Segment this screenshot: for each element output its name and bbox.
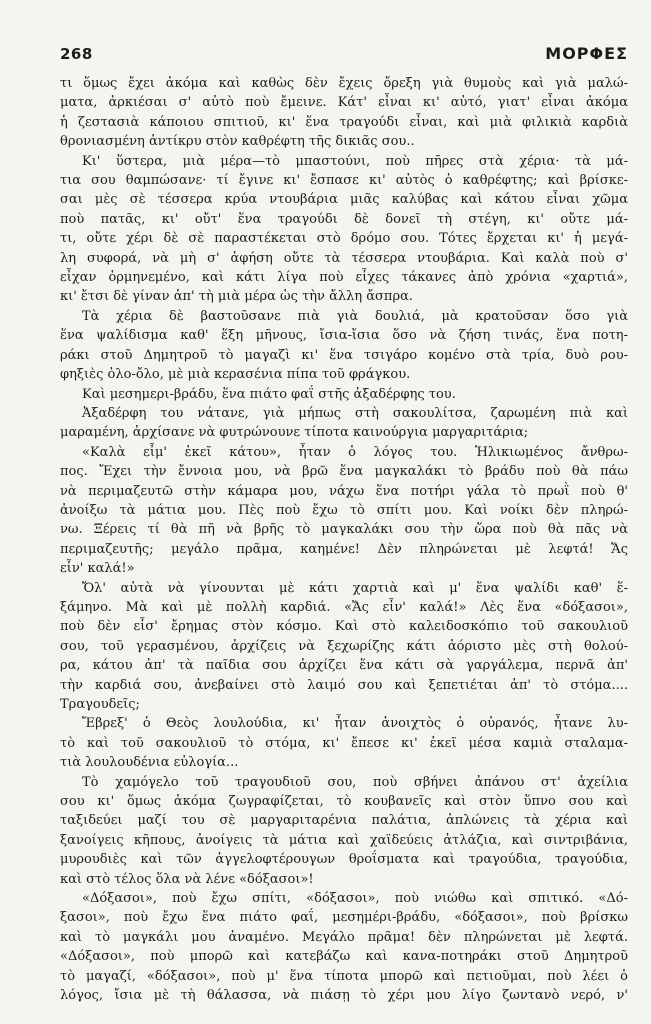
text-line: ξανοίγεις κῆπους, ἀνοίγεις τὰ μάτια καὶ χαϊδεύεις ἀτλάζια, καὶ σιντριβάνια, bbox=[60, 832, 628, 848]
text-line: καὶ τὸ μαγκάλι μου ἀναμένο. Μεγάλο πρᾶμα! δὲν πληρώνεται μὲ λεφτά. bbox=[60, 929, 628, 945]
text-line: λη συφορά, νὰ μὴ σ' ἀφήση οὔτε τὰ τέσσερα ντουβάρια. Καὶ καλὰ ποὺ σ' bbox=[60, 250, 628, 266]
text-line: ποὺ δὲν εἶσ' ἔρημας στὸν κόσμο. Καὶ στὸ καλειδοσκόπιο τοῦ σακουλιοῦ bbox=[60, 619, 628, 635]
text-line: Ἀξαδέρφη του νάτανε, γιὰ μήπως στὴ σακουλίτσα, ζαρωμένη πιὰ καὶ bbox=[82, 405, 628, 421]
text-line: τια σου θαμπώσανε· τί ἔγινε κι' ἔσπασε κι' αὐτὸς ὁ καθρέφτης; καὶ βρίσκε- bbox=[60, 173, 628, 189]
text-line: ἀνοίξω τὰ μάτια μου. Πὲς ποὺ ἔχω τὸ σπίτι μου. Καὶ νοίκι δὲν πληρώ- bbox=[60, 502, 628, 518]
body-text bbox=[60, 74, 628, 1006]
text-line: ποὺ πατᾶς, κι' οὔτ' ἕνα τραγούδι δὲ δονεῖ τὴ στέγη, κι' οὔτε μά- bbox=[60, 211, 628, 227]
text-line: ξάμηνο. Μὰ καὶ μὲ πολλὴ καρδιά. «Ἄς εἶν' καλά!» Λὲς ἕνα «δόξασοι», bbox=[60, 599, 628, 615]
text-line: ματα, ἀρκιέσαι σ' αὐτὸ ποὺ ἔμεινε. Κάτ' εἶναι κι' αὐτό, γιατ' εἶναι ἀκόμα bbox=[60, 95, 628, 111]
text-line: θρονιασμένη ἀντίκρυ στὸν καθρέφτη τῆς δικιᾶς σου.. bbox=[60, 134, 415, 150]
text-line: τι ὅμως ἔχει ἀκόμα καὶ καθὼς δὲν ἔχεις ὄρεξη γιὰ θυμοὺς καὶ γιὰ μαλώ- bbox=[60, 76, 628, 91]
page-header bbox=[60, 44, 628, 70]
text-line: Τὸ χαμόγελο τοῦ τραγουδιοῦ σου, ποὺ σβήνει ἀπάνου στ' ἀχείλια bbox=[82, 774, 628, 790]
text-line: ράκι στοῦ Δημητροῦ τὸ μαγαζὶ κι' ἕνα τσιγάρο κομένο στὰ τρία, δυὸ ρου- bbox=[60, 347, 628, 363]
text-line: ταξιδεύει μαζί του σὲ μαργαριταρένια παλάτια, ἁπλώνεις τὰ χέρια καὶ bbox=[60, 813, 628, 829]
text-line: Καὶ μεσημερι-βράδυ, ἕνα πιάτο φαΐ στῆς ἀξαδέρφης του. bbox=[82, 386, 456, 402]
text-line: εἶχαν ὁρμηνεμένο, καὶ κάτι λίγα ποὺ εἶχες τάκανες ἀπὸ χρόνια «χαρτιά», bbox=[60, 270, 628, 286]
text-line: Ὄλ' αὐτὰ νὰ γίνουνται μὲ κάτι χαρτιὰ καὶ μ' ἕνα ψαλίδι καθ' ἕ- bbox=[82, 580, 628, 596]
text-line: «Δόξασοι», ποὺ ἔχω σπίτι, «δόξασοι», ποὺ νιώθω καὶ σπιτικό. «Δό- bbox=[82, 891, 628, 907]
text-line: λόγος, ἴσια μὲ τὴ θάλασσα, νὰ πιάσῃ τὸ χέρι μου λίγο ζωντανὸ νερό, ν' bbox=[60, 988, 628, 1004]
text-line: Ἔβρεξ' ὁ Θεὸς λουλούδια, κι' ἦταν ἀνοιχτὸς ὁ οὐρανός, ἦτανε λυ- bbox=[82, 716, 628, 732]
text-line: καὶ στὸ τέλος ὅλα νὰ λένε «δόξασοι»! bbox=[60, 871, 314, 887]
text-line: σου, τοῦ γερασμένου, ἀρχίζεις νὰ ξεχωρίζης κάτι ἀόριστο μὲς στὴ θολού- bbox=[60, 638, 628, 654]
text-line: Τραγουδεῖς; bbox=[60, 697, 140, 712]
text-line: εἶν' καλά!» bbox=[60, 561, 135, 577]
text-line: «Δόξασοι», ποὺ μπορῶ καὶ κατεβάζω καὶ κανα-ποτηράκι στοῦ Δημητροῦ bbox=[60, 949, 628, 965]
text-line: τὸ καὶ τοῦ σακουλιοῦ τὸ στόμα, κι' ἔπεσε κι' ἐκεῖ μέσα καμιὰ σταλαμα- bbox=[60, 735, 628, 751]
text-line: μυρουδιὲς καὶ τῶν ἀγγελοφτέρουγων θροΐσματα καὶ τραγούδια, τραγούδια, bbox=[60, 852, 628, 868]
page-number: 268 bbox=[60, 45, 93, 63]
text-line: Κι' ὕστερα, μιὰ μέρα—τὸ μπαστούνι, ποὺ πῆρες στὰ χέρια· τὰ μά- bbox=[82, 153, 628, 169]
text-line: Τὰ χέρια δὲ βαστοῦσανε πιὰ γιὰ δουλιά, μὰ κρατοῦσαν ὅσο γιὰ bbox=[82, 308, 628, 324]
text-line: τὸ μαγαζί, «δόξασοι», ποὺ μ' ἕνα τίποτα μπορῶ καὶ πετιοῦμαι, ποὺ λέει ὁ bbox=[60, 968, 628, 984]
text-line: «Καλὰ εἶμ' ἐκεῖ κάτου», ἦταν ὁ λόγος του. Ἡλικιωμένος ἄνθρω- bbox=[82, 444, 628, 460]
text-line: τιὰ λουλουδένια εὐλογία... bbox=[60, 755, 239, 771]
text-line: κι' ἔτσι δὲ γίναν ἀπ' τὴ μιὰ μέρα ὡς τὴν ἄλλη ἄσπρα. bbox=[60, 289, 414, 305]
text-line: ρα, κάτου ἀπ' τὰ παῖδια σου ἀρχίζει ἕνα κάτι σὰ γαργάλεμα, περνᾶ ἀπ' bbox=[60, 658, 628, 674]
text-line: τι, οὔτε χέρι δὲ σὲ παραστέκεται στὸ δρόμο σου. Τότες ἔρχεται κι' ἡ μεγά- bbox=[60, 231, 628, 247]
text-line: σου κι' ὅμως ἀκόμα ζωγραφίζεται, τὸ κουβανεῖς καὶ στὸν ὕπνο σου καὶ bbox=[60, 794, 628, 810]
book-page bbox=[60, 44, 628, 1006]
text-line: φηξιὲς ὀλο-ὄλο, μὲ μιὰ κερασένια πίπα τοῦ φράγκου. bbox=[60, 367, 411, 383]
text-line: μαραμένη, ἀρχίσανε νὰ φυτρώνουνε τίποτα καινούργια μαργαριτάρια; bbox=[60, 425, 529, 441]
text-line: ἕνα ψαλίδισμα καθ' ἕξη μῆνους, ἴσια-ἴσια ὅσο νὰ ζήση τινάς, ἕνα ποτη- bbox=[60, 328, 628, 344]
text-line: νὰ περιμαζευτῶ στὴν κάμαρα μου, νάχω ἕνα ποτήρι γάλα τὸ πρωῒ ποὺ θ' bbox=[60, 483, 628, 499]
text-line: σαι μὲς σὲ τέσσερα κρύα ντουβάρια μιᾶς καλύβας καὶ κάτου εἶναι χῶμα bbox=[60, 192, 628, 208]
text-line: νω. Ξέρεις τί θὰ πῆ νὰ βρῆς τὸ μαγκαλάκι σου τὴν ὥρα ποὺ θὰ πᾶς νὰ bbox=[60, 522, 628, 538]
text-line: τὴν καρδιά σου, ἀνεβαίνει στὸ λαιμό σου καὶ ξεπετιέται ἀπ' τὸ στόμα.... bbox=[60, 677, 628, 693]
text-line: ἡ ζεστασιὰ κάποιου σπιτιοῦ, κι' ἕνα τραγούδι εἶναι, καὶ μιὰ φιλικιὰ καρδιὰ bbox=[60, 114, 628, 130]
text-line: περιμαζευτῆς; μεγάλο πρᾶμα, καημένε! Δὲν πληρώνεται μὲ λεφτά! Ἄς bbox=[60, 541, 628, 557]
running-head: ΜΟΡΦΕΣ bbox=[545, 44, 628, 63]
text-line: πος. Ἔχει τὴν ἔννοια μου, νὰ βρῶ ἕνα μαγκαλάκι τὸ βράδυ ποὺ θὰ πάω bbox=[60, 464, 628, 480]
text-line: ξασοι», ποὺ ἔχω ἕνα πιάτο φαΐ, μεσημέρι-βράδυ, «δόξασοι», ποὺ βρίσκω bbox=[60, 910, 628, 926]
